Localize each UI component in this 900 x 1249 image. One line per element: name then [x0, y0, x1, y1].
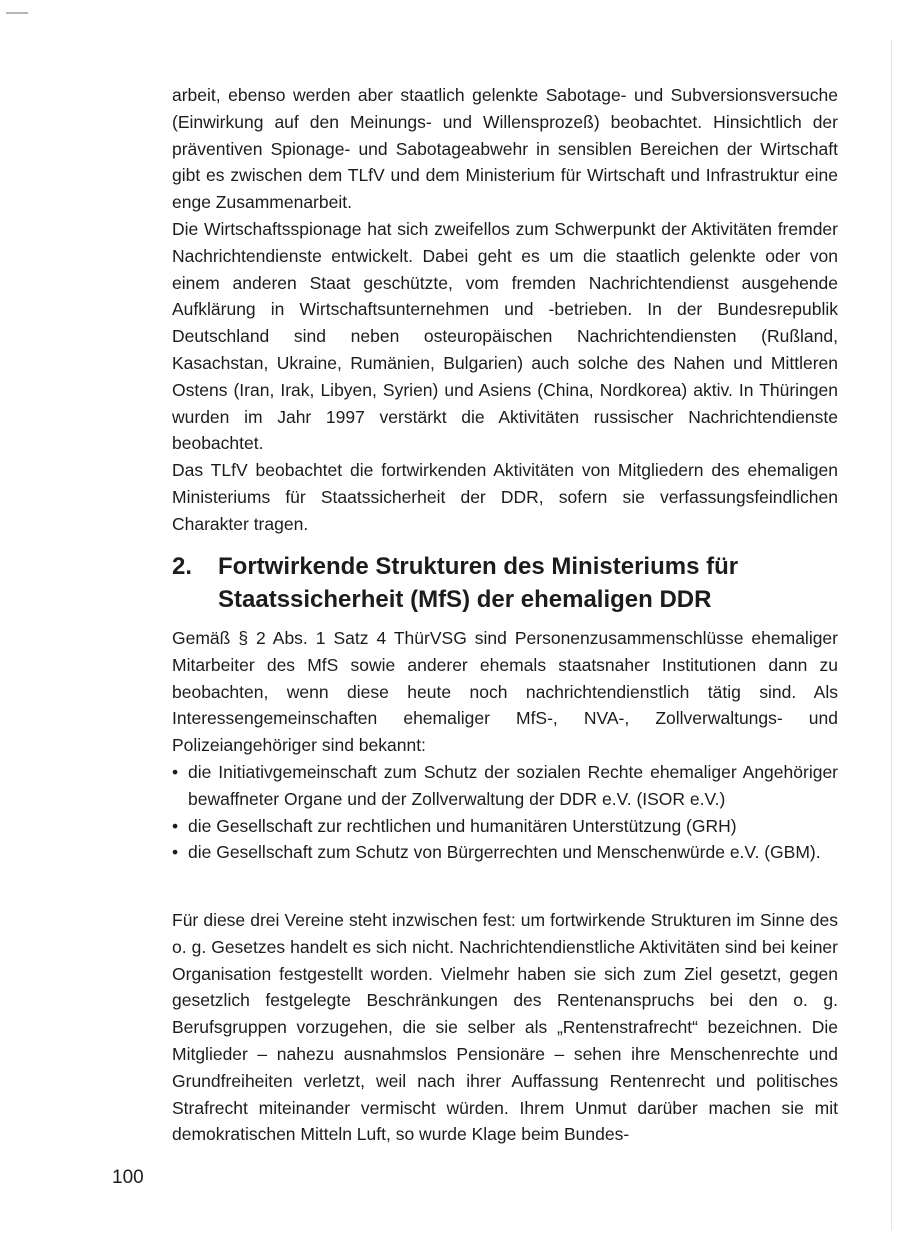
body-text-middle	[172, 625, 838, 866]
section-number: 2.	[172, 553, 193, 580]
list-item-text: die Initiativgemeinschaft zum Schutz der sozialen Rechte ehemaliger Angehöriger bewaffneter Organe und der Zollverwaltung der DDR e.V. (ISOR e.V.)	[188, 761, 838, 809]
list-item	[172, 813, 838, 840]
scan-artifact	[6, 12, 28, 14]
body-text-bottom	[172, 907, 838, 1148]
page-number: 100	[112, 1167, 144, 1188]
section-title: Fortwirkende Strukturen des Ministeriums für Staatssicherheit (MfS) der ehemaligen DDR	[218, 553, 739, 613]
paragraph-vereine: Für diese drei Vereine steht inzwischen fest: um fortwirkende Strukturen im Sinne des o. g. Gesetzes handelt es sich nicht. Nachrichtendienstliche Aktivitäten sind bei keiner Organisation festgestellt worden. Vielmehr haben sie sich zum Ziel gesetzt, gegen gesetzlich festgelegte Beschränkungen des Rentenanspruchs bei den o. g. Berufsgruppen vorzugehen, die sie selber als „Rentenstrafrecht“ bezeichnen. Die Mitglieder – nahezu ausnahmslos Pensionäre – sehen ihre Menschenrechte und Grundfreiheiten verletzt, weil nach ihrer Auffassung Rentenrecht und politisches Strafrecht miteinander vermischt würden. Ihrem Unmut darüber machen sie mit demokratischen Mitteln Luft, so wurde Klage beim Bundes-	[172, 910, 838, 1145]
paragraph-intro: Gemäß § 2 Abs. 1 Satz 4 ThürVSG sind Personenzusammenschlüsse ehemaliger Mitarbeiter des MfS sowie anderer ehemals staatsnaher Institutionen dann zu beobachten, wenn diese heute noch nachrichtendienstlich tätig sind. Als Interessengemeinschaften ehemaliger MfS-, NVA-, Zollverwaltungs- und Polizeiangehöriger sind bekannt:	[172, 628, 838, 756]
bullet-icon: •	[172, 815, 179, 836]
list-item-text: die Gesellschaft zur rechtlichen und humanitären Unterstützung (GRH)	[188, 815, 737, 836]
list-item	[172, 839, 838, 866]
bullet-icon: •	[172, 761, 179, 782]
paragraph-mfs: Das TLfV beobachtet die fortwirkenden Aktivitäten von Mitgliedern des ehemaligen Ministeriums für Staatssicherheit der DDR, sofern sie verfassungsfeindlichen Charakter tragen.	[172, 460, 838, 534]
bullet-icon: •	[172, 842, 179, 863]
list-item	[172, 759, 838, 813]
organization-list	[172, 759, 838, 866]
body-text-top	[172, 82, 838, 538]
section-heading	[172, 550, 838, 616]
list-item-text: die Gesellschaft zum Schutz von Bürgerrechten und Menschenwürde e.V. (GBM).	[188, 842, 821, 863]
paragraph-continuation: arbeit, ebenso werden aber staatlich gelenkte Sabotage- und Subversionsversuche (Einwirkung auf den Meinungs- und Willensprozeß) beobachtet. Hinsichtlich der präventiven Spionage- und Sabotageabwehr in sensiblen Bereichen der Wirtschaft gibt es zwischen dem TLfV und dem Ministerium für Wirtschaft und Infrastruktur eine enge Zusammenarbeit.	[172, 85, 838, 213]
scan-edge	[891, 40, 892, 1230]
paragraph-wirtschaftsspionage: Die Wirtschaftsspionage hat sich zweifellos zum Schwerpunkt der Aktivitäten fremder Nachrichtendienste entwickelt. Dabei geht es um die staatlich gelenkte oder von einem anderen Staat geschützte, vom fremden Nachrichtendienst ausgehende Aufklärung in Wirtschaftsunternehmen und -betrieben. In der Bundesrepublik Deutschland sind neben osteuropäischen Nachrichtendiensten (Rußland, Kasachstan, Ukraine, Rumänien, Bulgarien) auch solche des Nahen und Mittleren Ostens (Iran, Irak, Libyen, Syrien) und Asiens (China, Nordkorea) aktiv. In Thüringen wurden im Jahr 1997 verstärkt die Aktivitäten russischer Nachrichtendienste beobachtet.	[172, 218, 838, 454]
